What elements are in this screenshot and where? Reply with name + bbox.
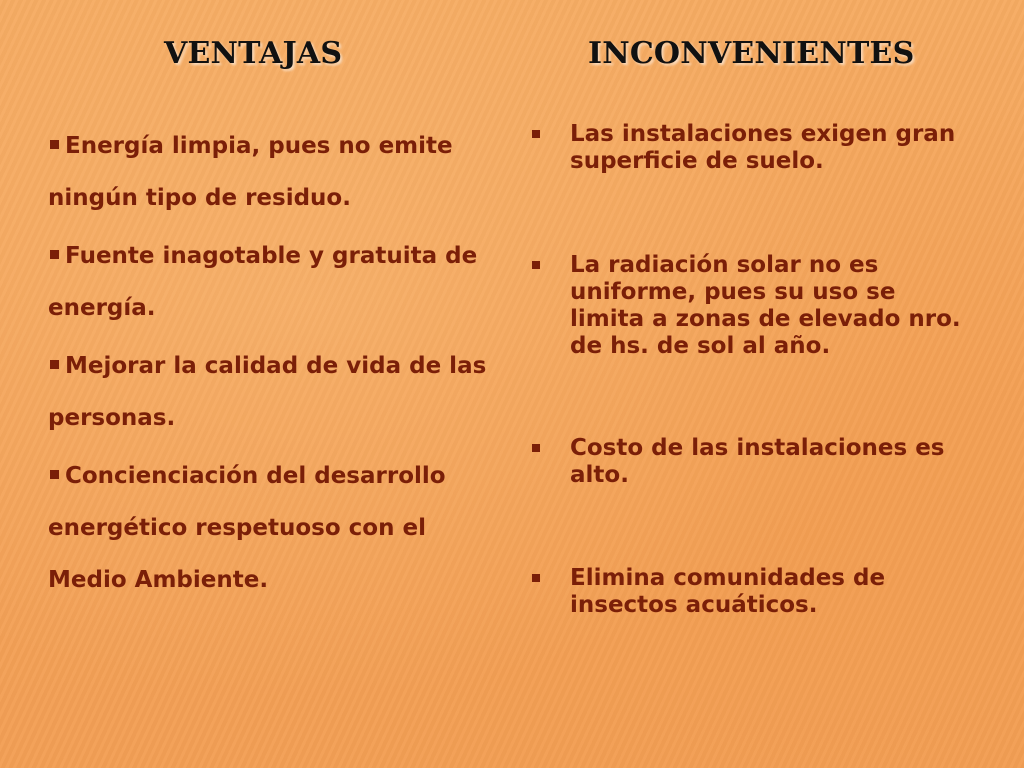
inconveniente-item (530, 565, 970, 619)
inconveniente-text: Las instalaciones exigen gran superficie de suelo. (570, 121, 956, 174)
ventaja-item (48, 120, 496, 224)
square-bullet-icon (50, 470, 59, 479)
square-bullet-icon (50, 140, 59, 149)
inconvenientes-heading: INCONVENIENTES (588, 36, 915, 71)
ventaja-text: Fuente inagotable y gratuita de energía. (48, 243, 478, 321)
inconveniente-text: Costo de las instalaciones es alto. (570, 435, 945, 488)
ventaja-item (48, 340, 496, 444)
square-bullet-icon (50, 250, 59, 259)
square-bullet-icon (532, 574, 540, 582)
square-bullet-icon (50, 360, 59, 369)
ventajas-list (48, 120, 496, 612)
ventaja-text: Concienciación del desarrollo energético respetuoso con el Medio Ambiente. (48, 463, 446, 593)
ventaja-item (48, 230, 496, 334)
inconveniente-item (530, 121, 970, 175)
ventaja-text: Mejorar la calidad de vida de las personas. (48, 353, 487, 431)
inconveniente-item (530, 435, 970, 489)
square-bullet-icon (532, 130, 540, 138)
ventaja-item (48, 450, 496, 606)
square-bullet-icon (532, 444, 540, 452)
inconveniente-text: Elimina comunidades de insectos acuáticos. (570, 565, 886, 618)
inconveniente-text: La radiación solar no es uniforme, pues su uso se limita a zonas de elevado nro. de hs. de sol al año. (570, 252, 961, 359)
square-bullet-icon (532, 261, 540, 269)
ventajas-heading: VENTAJAS (164, 36, 343, 71)
ventaja-text: Energía limpia, pues no emite ningún tipo de residuo. (48, 133, 453, 211)
inconveniente-item (530, 252, 970, 360)
